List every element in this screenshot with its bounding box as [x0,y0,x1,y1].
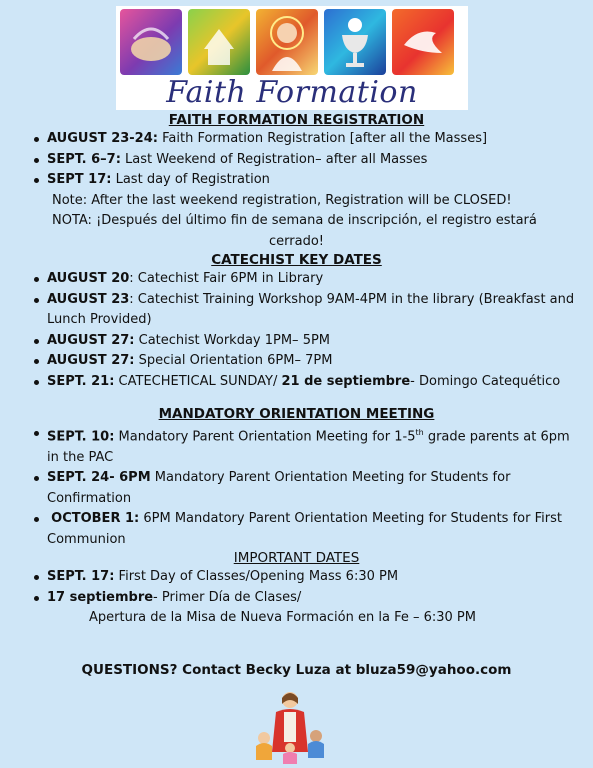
orientation-heading: MANDATORY ORIENTATION MEETING [158,406,435,422]
list-item: SEPT. 17: First Day of Classes/Opening Mass 6:30 PM [47,567,593,588]
list-item: SEPT 17: Last day of Registration [47,170,593,191]
church-icon [188,9,250,75]
list-item: 17 septiembre- Primer Día de Clases/ Apertura de la Misa de Nueva Formación en la Fe – 6:30 PM [47,588,593,629]
registration-nota-end: cerrado! [269,233,324,249]
list-item: SEPT. 21: CATECHETICAL SUNDAY/ 21 de septiembre- Domingo Catequético [47,372,593,393]
chalice-icon [324,9,386,75]
list-item: AUGUST 20: Catechist Fair 6PM in Library [47,269,593,290]
dove-icon [392,9,454,75]
list-item: AUGUST 23: Catechist Training Workshop 9AM-4PM in the library (Breakfast and Lunch Provided) [47,290,593,331]
catechist-heading: CATECHIST KEY DATES [211,252,382,268]
contact-line: QUESTIONS? Contact Becky Luza at bluza59@yahoo.com [81,662,512,678]
registration-heading: FAITH FORMATION REGISTRATION [168,112,425,128]
registration-note: Note: After the last weekend registration, Registration will be CLOSED! [52,192,512,208]
list-item: SEPT. 10: Mandatory Parent Orientation Meeting for 1-5th grade parents at 6pm in the PAC [47,423,593,468]
list-item: AUGUST 27: Catechist Workday 1PM– 5PM [47,331,593,352]
jesus-icon [256,9,318,75]
stained-glass-panels [120,9,454,75]
faith-formation-logo-text: Faith Formation [166,75,418,110]
flyer-content [0,112,593,629]
list-item: OCTOBER 1: 6PM Mandatory Parent Orientation Meeting for Students for First Communion [47,509,593,550]
list-item: AUGUST 23-24: Faith Formation Registration [after all the Masses] [47,129,593,150]
list-item: AUGUST 27: Special Orientation 6PM– 7PM [47,351,593,372]
orientation-list [0,423,593,550]
registration-nota: NOTA: ¡Después del último fin de semana de inscripción, el registro estará [52,213,537,228]
jesus-with-children-icon [250,686,330,764]
header-banner [116,6,468,110]
registration-list [0,129,593,191]
list-item: SEPT. 24- 6PM Mandatory Parent Orientation Meeting for Students for Confirmation [47,468,593,509]
catechist-list [0,269,593,392]
important-heading: IMPORTANT DATES [233,550,360,567]
bread-icon [120,9,182,75]
important-list [0,567,593,629]
list-item: SEPT. 6–7: Last Weekend of Registration– after all Masses [47,150,593,171]
